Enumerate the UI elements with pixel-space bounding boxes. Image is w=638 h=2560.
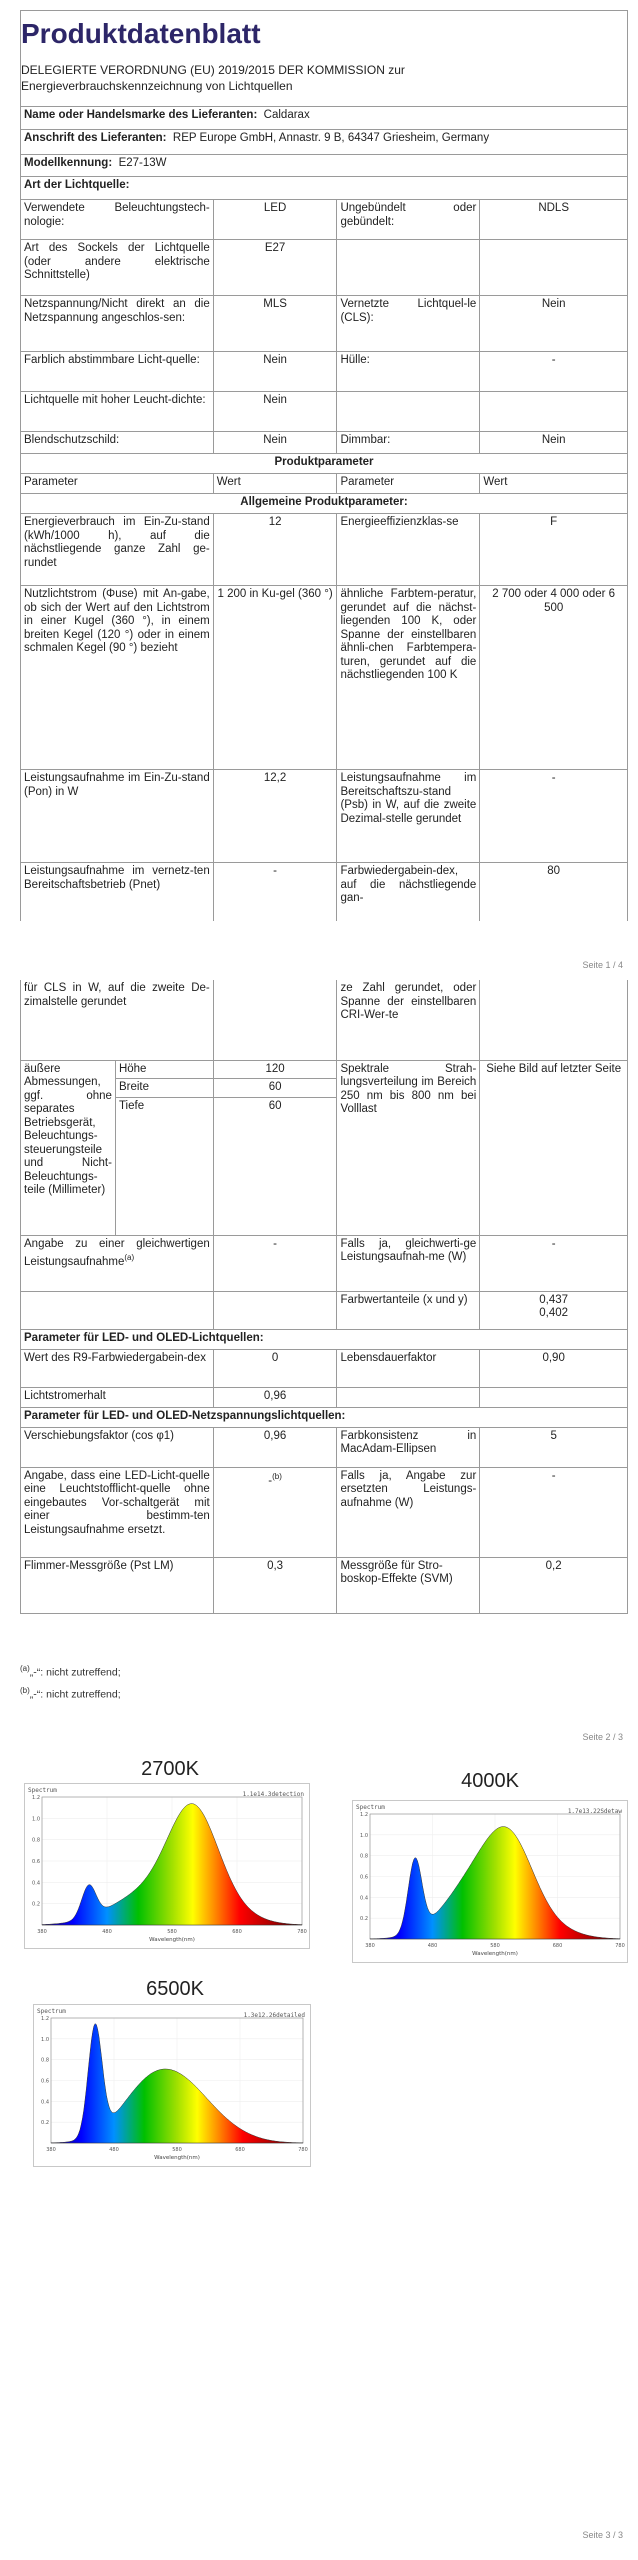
- label-cell: Angabe, dass eine LED-Licht-quelle eine Leuchtstofflicht-quelle ohne eingebautes Vor-schaltgerät mit einer bestimm-ten Leistungsaufnahme ersetzt.: [21, 1467, 214, 1557]
- column-header: Wert: [480, 474, 628, 494]
- dimension-value: 120: [213, 1060, 337, 1079]
- label-cell: Vernetzte Lichtquel-le (CLS):: [337, 296, 480, 352]
- x-tick-label: 380: [365, 1943, 375, 1949]
- chart-header-left: Spectrum: [28, 1787, 57, 1794]
- value-cell: [213, 1291, 337, 1329]
- label-cell: Lebensdauerfaktor: [337, 1349, 480, 1387]
- x-tick-label: 580: [490, 1943, 500, 1949]
- y-tick-label: 1.0: [32, 1816, 40, 1823]
- spectral-label: Spektrale Strah-lungsverteilung im Bereich 250 nm bis 800 nm bei Volllast: [337, 1060, 480, 1235]
- label-cell: Lichtstromerhalt: [21, 1387, 214, 1407]
- x-axis-label: Wavelength(nm): [472, 1951, 518, 1957]
- value-cell: E27: [213, 240, 337, 296]
- section-led-oled: Parameter für LED- und OLED-Lichtquellen:: [21, 1329, 628, 1349]
- label-cell: für CLS in W, auf die zweite De-zimalstelle gerundet: [21, 980, 214, 1060]
- table-row: [21, 240, 628, 296]
- x-tick-label: 480: [102, 1929, 112, 1935]
- replace-value: -: [268, 1474, 273, 1487]
- y-tick-label: 0.2: [360, 1916, 368, 1923]
- footnote-ref: (a): [124, 1253, 135, 1262]
- table-row: [21, 1349, 628, 1387]
- label-cell: Messgröße für Stro-boskop-Effekte (SVM): [337, 1557, 480, 1613]
- label-cell: Falls ja, Angabe zur ersetzten Leistungs-aufnahme (W): [337, 1467, 480, 1557]
- table-row: [21, 1557, 628, 1613]
- section-led-oled-mains: Parameter für LED- und OLED-Netzspannungslichtquellen:: [21, 1407, 628, 1427]
- label-cell: Verschiebungsfaktor (cos φ1): [21, 1427, 214, 1467]
- label-cell: Leistungsaufnahme im Ein-Zu-stand (Pon) in W: [21, 770, 214, 863]
- y-tick-label: 1.0: [360, 1832, 368, 1839]
- value-cell: [480, 392, 628, 432]
- x-tick-label: 580: [172, 2147, 182, 2153]
- y-tick-label: 0.4: [360, 1895, 368, 1902]
- table-row: [21, 1291, 628, 1329]
- label-cell: [337, 1387, 480, 1407]
- spectrum-title-2700k: 2700K: [141, 1758, 199, 1780]
- value-cell: -: [480, 352, 628, 392]
- spectrum-title-4000k: 4000K: [461, 1770, 519, 1792]
- dimension-name: Breite: [115, 1079, 213, 1098]
- x-tick-label: 680: [232, 1929, 242, 1935]
- x-tick-label: 380: [46, 2147, 56, 2153]
- y-tick-label: 0.2: [32, 1901, 40, 1908]
- table-row: [21, 1387, 628, 1407]
- value-cell: 5: [480, 1427, 628, 1467]
- dimensions-row: [21, 1060, 628, 1079]
- value-cell: [213, 1467, 337, 1557]
- supplier-address-value: REP Europe GmbH, Annastr. 9 B, 64347 Griesheim, Germany: [172, 132, 490, 144]
- label-cell: Falls ja, gleichwerti-ge Leistungsaufnah-me (W): [337, 1235, 480, 1291]
- table-row: [21, 392, 628, 432]
- label-cell: [337, 392, 480, 432]
- label-cell: Dimmbar:: [337, 432, 480, 454]
- label-cell: ze Zahl gerundet, oder Spanne der einstellbaren CRI-Wer-te: [337, 980, 480, 1060]
- table-row: [21, 200, 628, 240]
- value-cell: 1 200 in Ku-gel (360 °): [213, 586, 337, 770]
- model-value: E27-13W: [118, 157, 167, 169]
- y-tick-label: 0.8: [360, 1853, 368, 1860]
- label-cell: Farbkonsistenz in MacAdam-Ellipsen: [337, 1427, 480, 1467]
- dimensions-label: äußere Abmessungen, ggf. ohne separates Betriebsgerät, Beleuchtungs-steuerungsteile und Nicht-Beleuchtungs-teile (Millimeter): [21, 1060, 116, 1235]
- spectral-value: Siehe Bild auf letzter Seite: [480, 1060, 628, 1235]
- value-cell: MLS: [213, 296, 337, 352]
- value-cell: 0,90: [480, 1349, 628, 1387]
- model-label: Modellkennung:: [24, 157, 113, 169]
- label-cell: [337, 240, 480, 296]
- y-tick-label: 0.4: [41, 2099, 49, 2106]
- label-cell: Art des Sockels der Lichtquelle (oder andere elektrische Schnittstelle): [21, 240, 214, 296]
- y-tick-label: 0.6: [360, 1874, 368, 1881]
- value-cell: LED: [213, 200, 337, 240]
- footnote-ref: (b): [272, 1471, 282, 1481]
- subtitle-line-2: Energieverbrauchskennzeichnung von Lichtquellen: [21, 79, 293, 93]
- value-cell: Nein: [213, 432, 337, 454]
- y-tick-label: 1.2: [32, 1795, 40, 1801]
- footnote-a: [20, 1664, 121, 1679]
- document-subtitle: [21, 62, 405, 94]
- x-axis-label: Wavelength(nm): [154, 2155, 200, 2161]
- chroma-y: 0,402: [539, 1307, 569, 1319]
- value-cell: [213, 980, 337, 1060]
- label-cell: [21, 1291, 214, 1329]
- page-number: Seite 1 / 4: [582, 960, 623, 970]
- table-row: [21, 1427, 628, 1467]
- x-tick-label: 780: [298, 2147, 308, 2153]
- x-tick-label: 480: [427, 1943, 438, 1949]
- table-row: [21, 352, 628, 392]
- value-cell: -: [480, 1235, 628, 1291]
- table-row: [21, 770, 628, 863]
- value-cell: 2 700 oder 4 000 oder 6 500: [480, 586, 628, 770]
- spectrum-chart-2700k: [24, 1783, 310, 1949]
- y-tick-label: 0.8: [41, 2057, 49, 2064]
- section-general-parameters: Allgemeine Produktparameter:: [21, 494, 628, 514]
- page-number: Seite 3 / 3: [582, 2530, 623, 2540]
- label-cell: Energieverbrauch im Ein-Zu-stand (kWh/1000 h), auf die nächstliegende ganze Zahl ge-rundet: [21, 514, 214, 586]
- column-header: Parameter: [21, 474, 214, 494]
- spectrum-chart-6500k: [33, 2004, 311, 2167]
- chart-header-right: 1.3e12.26detailed: [243, 2012, 305, 2019]
- value-cell: Nein: [213, 392, 337, 432]
- spectrum-title-6500k: 6500K: [146, 1978, 204, 2000]
- label-cell: Netzspannung/Nicht direkt an die Netzspannung angeschlos-sen:: [21, 296, 214, 352]
- parameter-header-row: [21, 474, 628, 494]
- label-cell: Blendschutzschild:: [21, 432, 214, 454]
- footnote-mark: (b): [20, 1686, 30, 1695]
- y-tick-label: 1.0: [41, 2036, 49, 2043]
- x-tick-label: 680: [235, 2147, 245, 2153]
- value-cell: [480, 1291, 628, 1329]
- x-tick-label: 780: [615, 1943, 625, 1949]
- product-datasheet-table-continued: [20, 980, 628, 1614]
- label-cell: Lichtquelle mit hoher Leucht-dichte:: [21, 392, 214, 432]
- value-cell: 0: [213, 1349, 337, 1387]
- x-tick-label: 580: [167, 1929, 177, 1935]
- supplier-address-row: [21, 130, 628, 155]
- table-row: [21, 432, 628, 454]
- product-datasheet-table: [20, 106, 628, 921]
- value-cell: -: [213, 863, 337, 921]
- page-number: Seite 2 / 3: [582, 1732, 623, 1742]
- label-cell: Energieeffizienzklas-se: [337, 514, 480, 586]
- table-row: [21, 514, 628, 586]
- label-cell: Hülle:: [337, 352, 480, 392]
- dimension-name: Tiefe: [115, 1097, 213, 1235]
- label-cell: Farblich abstimmbare Licht-quelle:: [21, 352, 214, 392]
- value-cell: Nein: [213, 352, 337, 392]
- table-row: [21, 1235, 628, 1291]
- chart-header-left: Spectrum: [37, 2008, 66, 2015]
- value-cell: 0,96: [213, 1427, 337, 1467]
- table-row: [21, 863, 628, 921]
- y-tick-label: 0.2: [41, 2120, 49, 2127]
- value-cell: F: [480, 514, 628, 586]
- value-cell: 80: [480, 863, 628, 921]
- label-cell: ähnliche Farbtem-peratur, gerundet auf die nächst-liegenden 100 K, oder Spanne der einstellbaren ähnli-chen Farbtempera-turen, gerundet auf die nächstliegenden 100 K: [337, 586, 480, 770]
- footnote-b: [20, 1686, 121, 1701]
- column-header: Parameter: [337, 474, 480, 494]
- value-cell: [480, 1387, 628, 1407]
- footnote-text: „-“: nicht zutreffend;: [29, 1688, 121, 1701]
- value-cell: 0,3: [213, 1557, 337, 1613]
- y-tick-label: 1.2: [360, 1812, 368, 1818]
- y-tick-label: 0.6: [32, 1859, 40, 1865]
- spectrum-chart-4000k: [352, 1800, 628, 1963]
- label-cell: Farbwertanteile (x und y): [337, 1291, 480, 1329]
- value-cell: 0,96: [213, 1387, 337, 1407]
- column-header: Wert: [213, 474, 337, 494]
- value-cell: [480, 240, 628, 296]
- supplier-name-row: [21, 107, 628, 130]
- label-cell: Farbwiedergabein-dex, auf die nächstliegende gan-: [337, 863, 480, 921]
- y-tick-label: 0.8: [32, 1837, 40, 1844]
- y-tick-label: 1.2: [41, 2016, 49, 2022]
- model-row: [21, 155, 628, 177]
- value-cell: Nein: [480, 432, 628, 454]
- dimension-value: 60: [213, 1097, 337, 1235]
- footnote-text: „-“: nicht zutreffend;: [29, 1666, 121, 1679]
- supplier-name-label: Name oder Handelsmarke des Lieferanten:: [24, 109, 258, 121]
- value-cell: 12: [213, 514, 337, 586]
- value-cell: -: [213, 1235, 337, 1291]
- x-axis-label: Wavelength(nm): [149, 1937, 195, 1943]
- footnote-mark: (a): [20, 1664, 30, 1673]
- label-cell: Flimmer-Messgröße (Pst LM): [21, 1557, 214, 1613]
- table-row: [21, 1467, 628, 1557]
- table-row: [21, 980, 628, 1060]
- x-tick-label: 780: [297, 1929, 307, 1935]
- value-cell: NDLS: [480, 200, 628, 240]
- table-row: [21, 586, 628, 770]
- x-tick-label: 480: [109, 2147, 119, 2153]
- section-product-parameters: Produktparameter: [21, 454, 628, 474]
- table-row: [21, 296, 628, 352]
- chroma-x: 0,437: [539, 1293, 569, 1306]
- subtitle-line-1: DELEGIERTE VERORDNUNG (EU) 2019/2015 DER KOMMISSION zur: [21, 63, 405, 77]
- label-cell: Verwendete Beleuchtungstech-nologie:: [21, 200, 214, 240]
- y-tick-label: 0.6: [41, 2078, 49, 2085]
- section-light-source-type: Art der Lichtquelle:: [21, 177, 628, 200]
- chart-header-left: Spectrum: [356, 1804, 385, 1811]
- value-cell: [480, 980, 628, 1060]
- y-tick-label: 0.4: [32, 1880, 40, 1887]
- dimension-value: 60: [213, 1079, 337, 1098]
- supplier-address-label: Anschrift des Lieferanten:: [24, 132, 167, 144]
- label-cell: [21, 1235, 214, 1291]
- value-cell: -: [480, 770, 628, 863]
- chart-header-right: 1.7e13.22Sdetaw: [567, 1808, 622, 1815]
- label-cell: Wert des R9-Farbwiedergabein-dex: [21, 1349, 214, 1387]
- equivalent-power-label: Angabe zu einer gleichwertigen Leistungsaufnahme: [24, 1237, 210, 1268]
- label-cell: Ungebündelt oder gebündelt:: [337, 200, 480, 240]
- x-tick-label: 680: [552, 1943, 563, 1949]
- value-cell: 12,2: [213, 770, 337, 863]
- label-cell: Leistungsaufnahme im Bereitschaftszu-stand (Psb) in W, auf die zweite Dezimal-stelle gerundet: [337, 770, 480, 863]
- label-cell: Leistungsaufnahme im vernetz-ten Bereitschaftsbetrieb (Pnet): [21, 863, 214, 921]
- chart-header-right: 1.1e14.3detection: [242, 1791, 304, 1798]
- supplier-name-value: Caldarax: [263, 109, 310, 121]
- x-tick-label: 380: [37, 1929, 47, 1935]
- label-cell: Nutzlichtstrom (Φuse) mit An-gabe, ob sich der Wert auf den Lichtstrom in einer Kugel (360 °), in einem breiten Kegel (120 °) oder in einem schmalen Kegel (90 °) bezieht: [21, 586, 214, 770]
- dimension-name: Höhe: [115, 1060, 213, 1079]
- value-cell: 0,2: [480, 1557, 628, 1613]
- value-cell: Nein: [480, 296, 628, 352]
- document-title: Produktdatenblatt: [21, 18, 261, 49]
- value-cell: -: [480, 1467, 628, 1557]
